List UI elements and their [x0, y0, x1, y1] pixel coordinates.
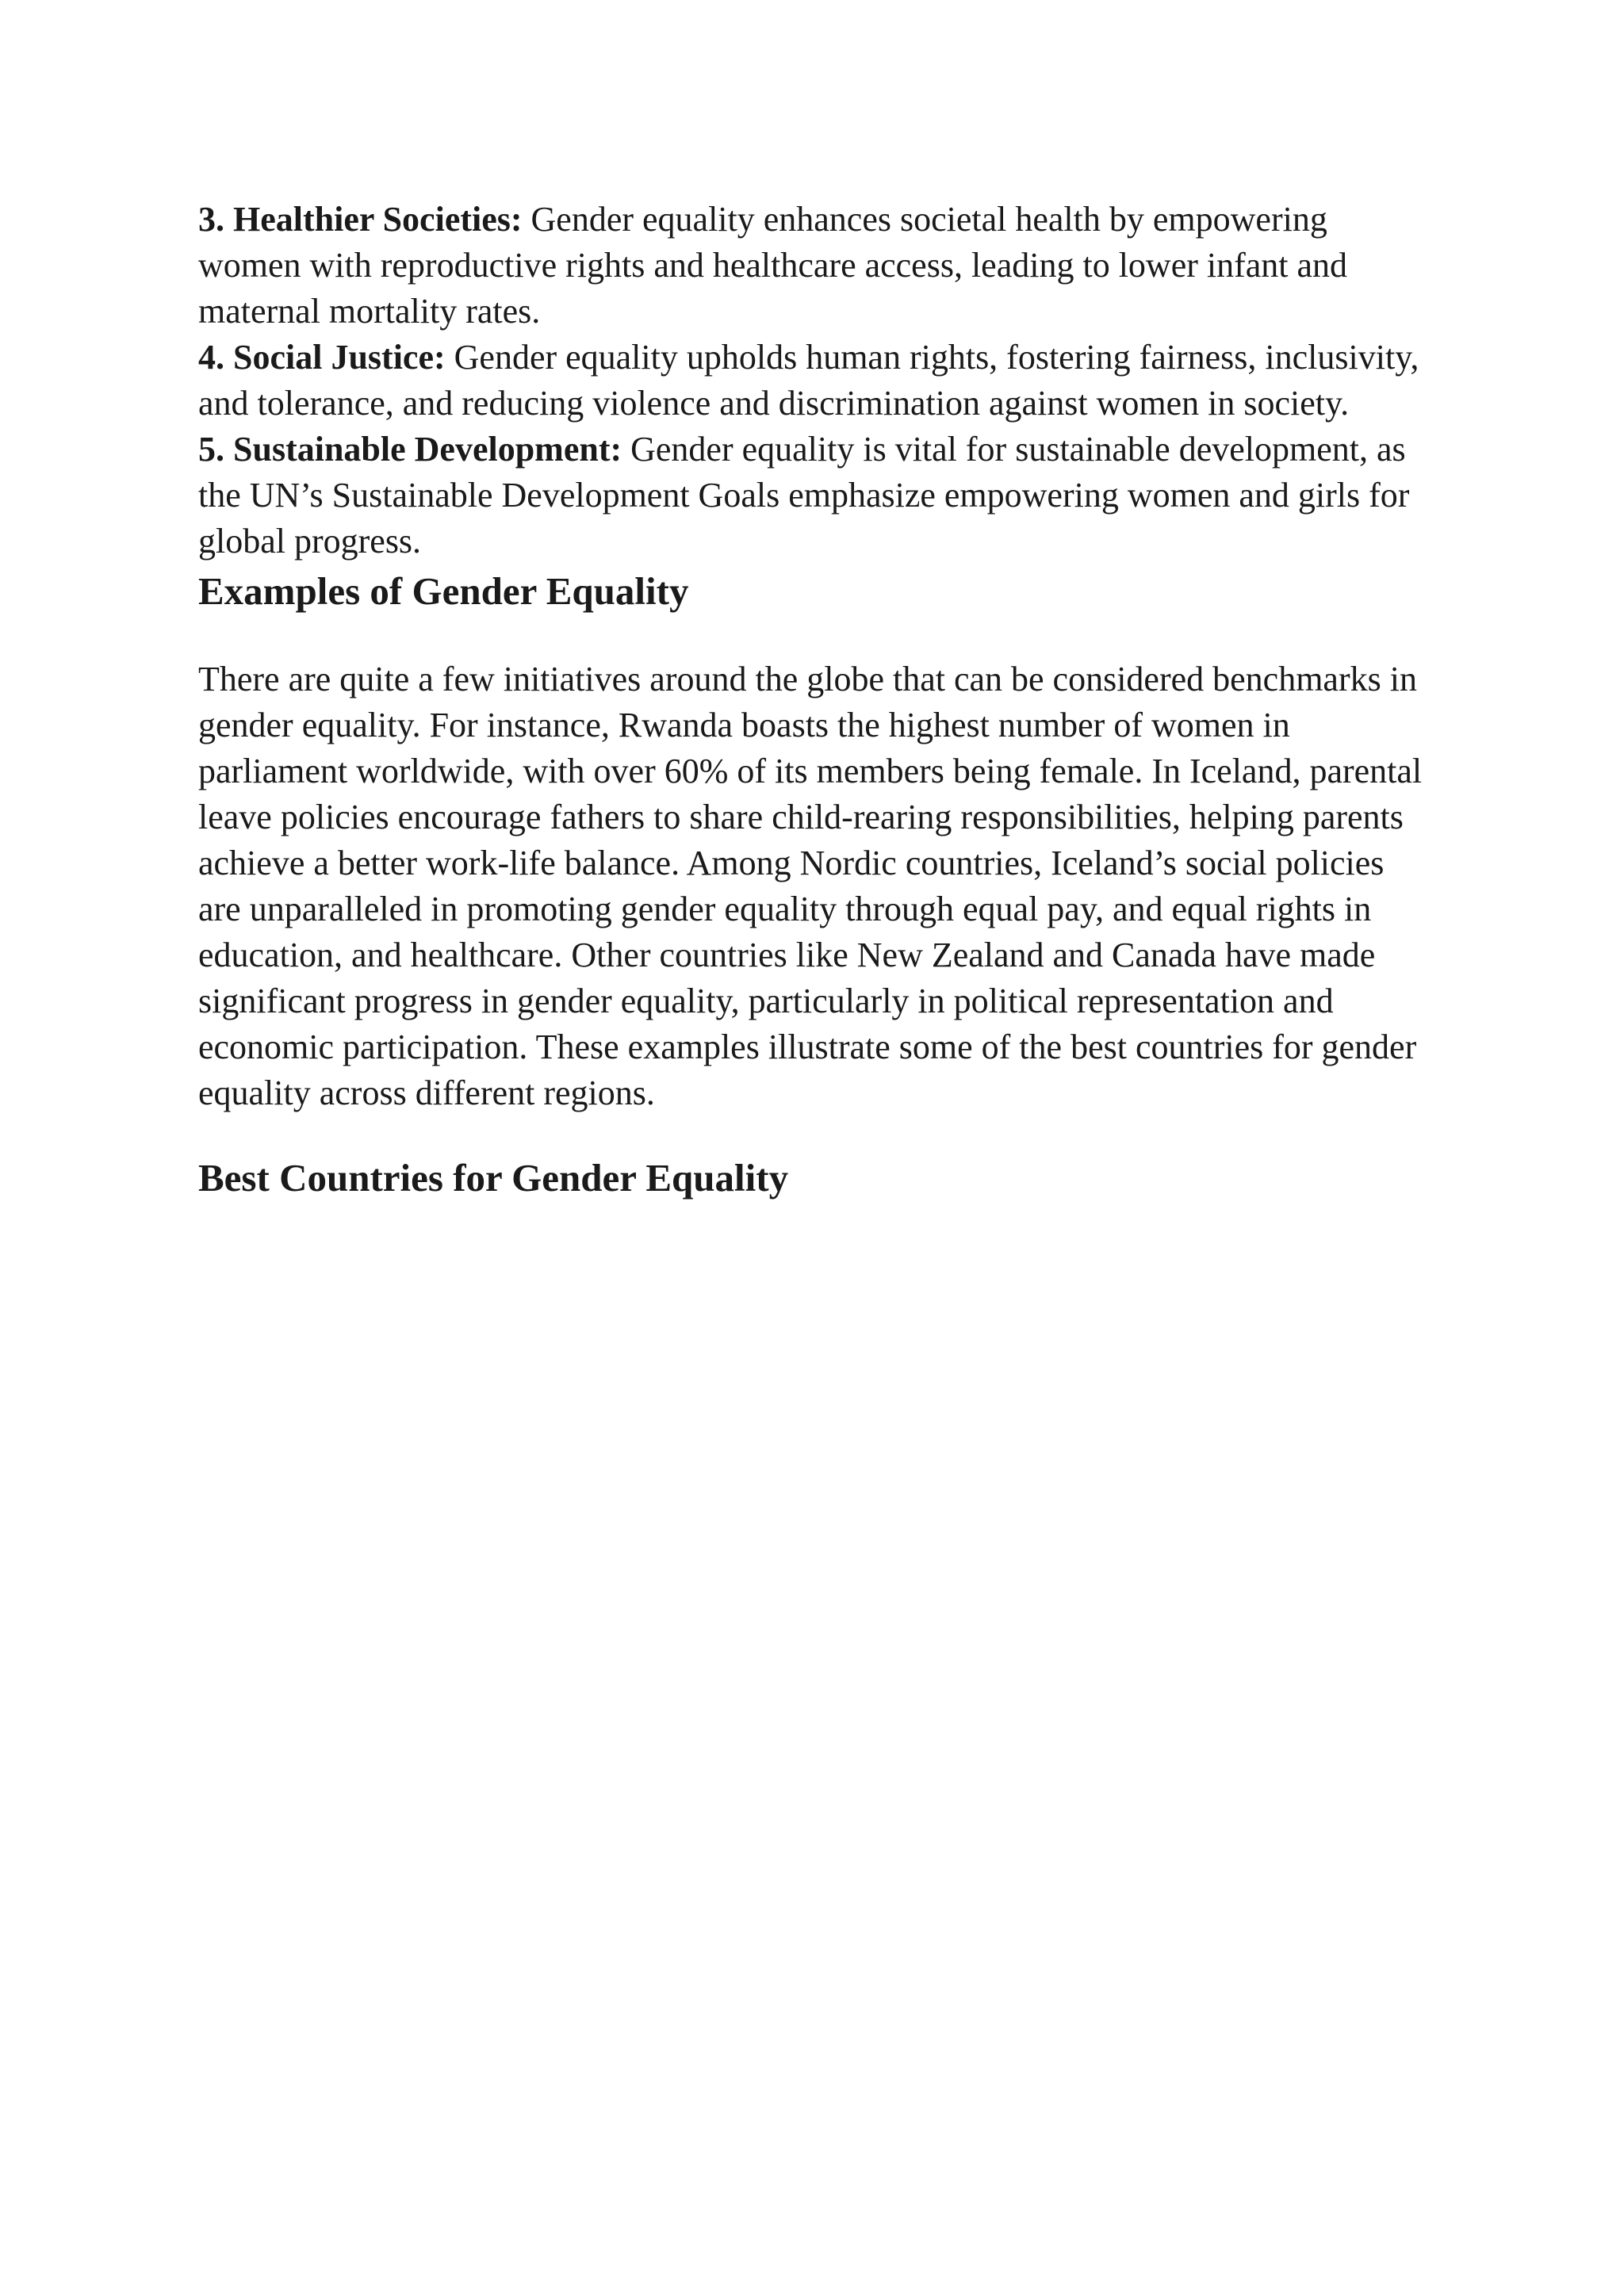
page-content [198, 197, 1435, 1202]
list-lead: Healthier Societies: [233, 200, 523, 239]
list-item-social-justice [198, 335, 1435, 427]
list-text: Gender equality is vital for sustainable development, as the UN’s Sustainable Development Goals emphasize empowering women and girls for global progress. [198, 430, 1410, 561]
list-number: 3. [198, 200, 224, 239]
list-lead: Social Justice: [233, 338, 446, 377]
list-lead: Sustainable Development: [233, 430, 622, 469]
list-text: Gender equality enhances societal health by empowering women with reproductive rights and healthcare access, leading to lower infant and maternal mortality rates. [198, 200, 1348, 331]
best-countries-heading: Best Countries for Gender Equality [198, 1156, 789, 1200]
list-item-sustainable-development [198, 427, 1435, 564]
examples-heading: Examples of Gender Equality [198, 569, 689, 613]
list-number: 5. [198, 430, 224, 469]
examples-paragraph: There are quite a few initiatives around the globe that can be considered benchmarks in gender equality. For instance, Rwanda boasts the highest number of women in parliament worldwide, with over 60% of its members being female. In Iceland, parental leave policies encourage fathers to share child-rearing responsibilities, helping parents achieve a better work-life balance. Among Nordic countries, Iceland’s social policies are unparalleled in promoting gender equality through equal pay, and equal rights in education, and healthcare. Other countries like New Zealand and Canada have made significant progress in gender equality, particularly in political representation and economic participation. These examples illustrate some of the best countries for gender equality across different regions. [198, 660, 1423, 1112]
list-text: Gender equality upholds human rights, fostering fairness, inclusivity, and tolerance, and reducing violence and discrimination against women in society. [198, 338, 1419, 423]
list-number: 4. [198, 338, 224, 377]
list-item-healthier-societies [198, 197, 1435, 335]
